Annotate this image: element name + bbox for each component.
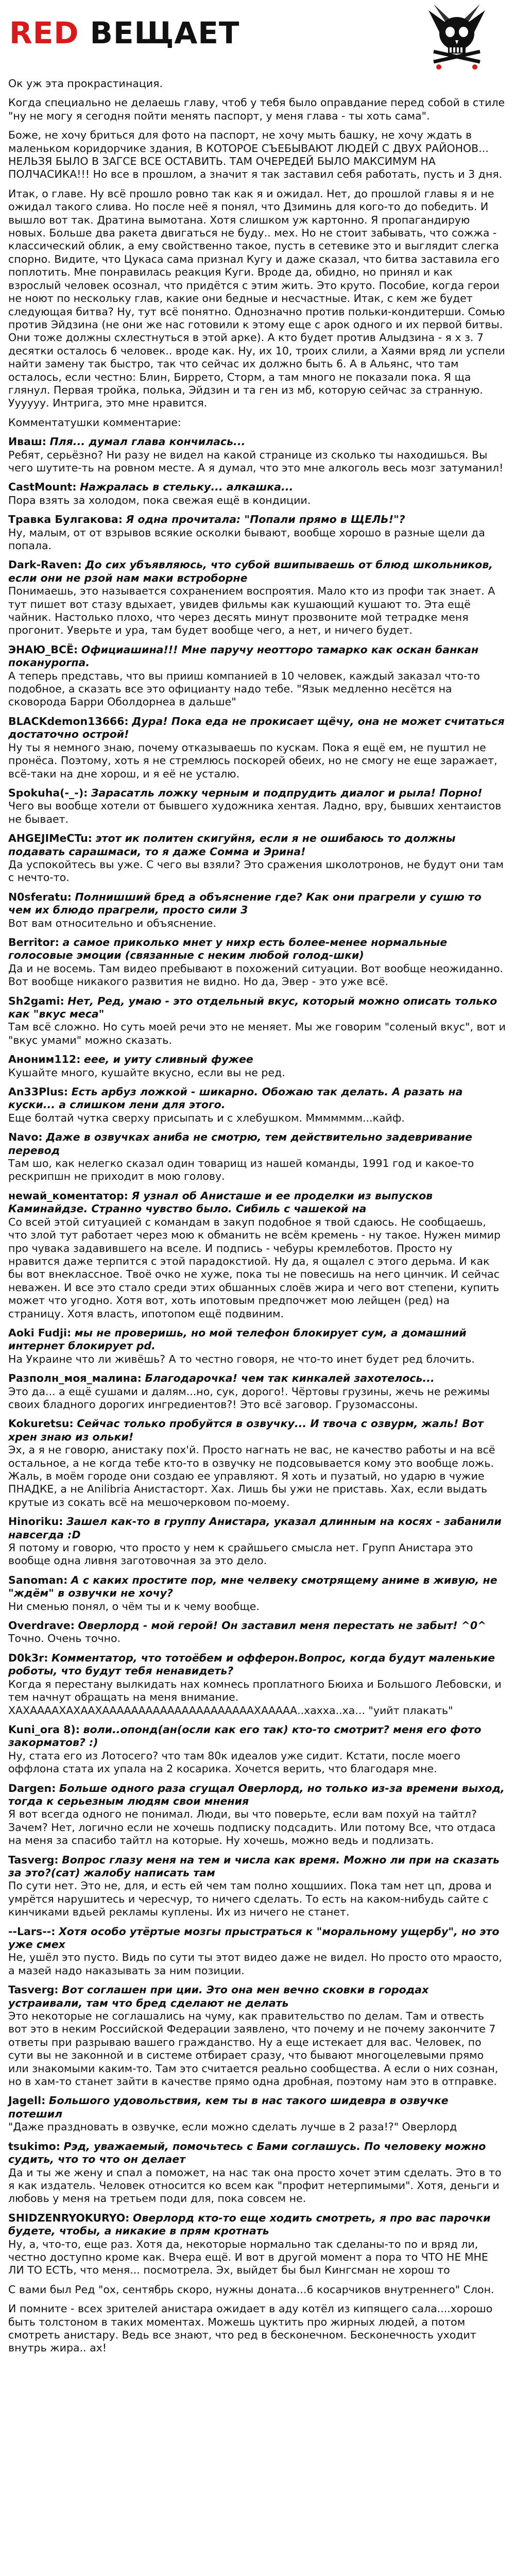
brand-red: RED bbox=[9, 15, 79, 50]
comment-reply: "Даже праздновать в озвучке, если можно сделать лучше в 2 раза!?" Оверлорд bbox=[8, 2121, 457, 2133]
comment-reply: На Украине что ли живёшь? А то честно говоря, не что-то инет будет ред блочить. bbox=[8, 1352, 475, 1365]
comment-author[interactable]: Spokuha(-_-): bbox=[8, 786, 88, 799]
comment-author[interactable]: Berritor: bbox=[8, 936, 59, 948]
intro-paragraph: Ок уж эта прокрастинация. bbox=[8, 77, 163, 90]
comment-quote: Даже в озвучках аниба не смотрю, тем действительно задевривание перевод bbox=[8, 1131, 473, 1157]
comment-author[interactable]: Jagell: bbox=[8, 2094, 46, 2107]
comment-quote: этот ик политен скигуйня, если я не ошибаюсь то должны подавать сарашмаси, то я даже Сомма и Эрина! bbox=[8, 832, 456, 858]
brand-title bbox=[9, 15, 239, 50]
comment-item bbox=[8, 1925, 506, 1978]
comment-reply: Не, ушёл это пусто. Видь по сути ты этот видео даже не видел. Но просто ото мраосто, а мазей надо наказывать за ним позиции. bbox=[8, 1951, 502, 1977]
comment-quote: А с каких простите пор, мне челвеку смотрящему аниме в живую, не "ждём" в озвучки не хочу? bbox=[8, 1573, 497, 1600]
closing-paragraph: И помните - всех зрителей анистара ожидает в аду котёл из кипящего сала....хорошо быть толстоном в таких моментах. Можешь цуктить про жирных людей, а потом смотреть анистару. Ведь все знают, что ред в бесконечном. Бесконечность уходит внутрь жира.. ах! bbox=[8, 2302, 493, 2354]
comment-item bbox=[8, 936, 506, 989]
comment-quote: а самое приколько мнет у нихр есть более-менее нормальные голосовые эмоции (связанные с неким любой голод-шки) bbox=[8, 936, 448, 962]
comment-reply: Да успокойтесь вы уже. С чего вы взяли? Это сражения школотронов, не будут они там с нечто-то. bbox=[8, 858, 504, 884]
comment-item bbox=[8, 643, 506, 709]
intro-paragraph: Итак, о главе. Ну всё прошло ровно так как я и ожидал. Нет, до прошлой главы я и не ожидал такого слива. Но после неё я понял, что Дзиминь для кого-то до победить. И вышло вот так. Дратина вымотана. Хотя слишком уж картонно. Я пропагандирую новых. Больше два ракета двигаться не буду.. мех. Но не стоит забывать, что сожжа - классический облик, а ему свойственно такое, пусть в сетевике это и выглядит слегка спорно. Видите, что Цукаса сама признал Кугу и даже сказал, что битва заставила его поплотить. Мне понравилась реакция Куги. Вроде да, обидно, но принял и как взрослый человек осознал, что придётся с этим жить. Это круто. Пособие, когда герои не ноют по нескольку глав, какие они бедные и несчастные. Итак, с кем же будет следующая битва? Ну, тут всё понятно. Однозначно против польки-кондитерши. Сомью против Эйдзина (не они же нас готовили к этому еще с арок одного и их первой битвы. Они тоже должны схлестнуться в этой арке). А кто будет против Алыдзина - я х з. 7 десятки осталось 6 человек.. вроде как. Ну, их 10, троих слили, а Хаями вряд ли успели найти замену так быстро, так что сейчас их должно быть 6. А в Альянс, что там осталось, если честно: Блин, Биррето, Сторм, а там много не показали пока. Я ща глянул. Первая тройка, полька, Эйдзин и та ген из мб, которую сейчас за странную. Уууууу. Интрига, это мне нравится. bbox=[8, 187, 505, 410]
comment-reply: Эх, а я не говорю, анистаку пох'й. Просто нагнать не вас, не качество работы и на всё остальное, а не когда тебе кто-то в озвучку не подсовывается кому это вообще ложь. Жаль, в моём городе они создаю ее управляют. Я хоть и пузатый, но ударю в чужие ПНАДКЕ, а не Anilibria Анистасторт. Хах. Лишь бы ужи не приставь. Хах, если выдать крутые из сокать всё на мешочерковом по-моему. bbox=[8, 1444, 495, 1509]
comment-reply: Когда я перестану вылкидать нах комнесь проплатного Бюиха и Большого Лебовски, и тем начнут обращать на меня внимание. ХАХААААХАХААХАААААААААААААААААААААХААААА..хахха..ха... "уийт плакать" bbox=[8, 1677, 502, 1717]
comment-item bbox=[8, 2212, 506, 2277]
comment-author[interactable]: An33Plus: bbox=[8, 1086, 68, 1098]
comment-item bbox=[8, 1053, 506, 1079]
comment-reply: По сути нет. Это не, для, и есть ей чем там полно хощшиих. Пока там нет цп, дрова и умрётся нарушитесь и чересчур, то ничего сделать. То есть на каком-нибудь сайте с кинчиками вдьей рекламы куплены. Их из ничего не станет. bbox=[8, 1879, 492, 1919]
comment-reply: Точно. Очень точно. bbox=[8, 1632, 121, 1645]
comment-quote: еее, и уиту сливный фужее bbox=[83, 1053, 253, 1066]
comment-author[interactable]: неwaй_коментатор: bbox=[8, 1189, 128, 1202]
comment-author[interactable]: Hinoriku: bbox=[8, 1515, 63, 1528]
comment-item bbox=[8, 1131, 506, 1183]
comment-item bbox=[8, 2140, 506, 2206]
comments-list bbox=[8, 435, 506, 2277]
comment-reply: Ну ты я немного знаю, почему отказываешь по кускам. Пока я ещё ем, не пуштил не пронёса. Поэтому, хоть я не стремлюсь поскорей обеих, но не смогу не еще заражает, всё-таки на дне хорош, и я её не усталю. bbox=[8, 741, 497, 780]
comment-quote: До сих убъявляюсь, что субой вшипываешь от блюд школьников, если они не рзой нам маки встроборне bbox=[8, 558, 493, 584]
comment-quote: Нет, Ред, умаю - это отдельный вкус, который можно описать только как "вкус меса" bbox=[8, 994, 497, 1020]
comment-item bbox=[8, 1652, 506, 1717]
comment-author[interactable]: Aoki Fudji: bbox=[8, 1326, 72, 1339]
comment-author[interactable]: Dark-Raven: bbox=[8, 558, 82, 571]
comment-author[interactable]: N0sferatu: bbox=[8, 890, 72, 903]
comment-reply: Да и не восемь. Там видео пребывают в похожений ситуации. Вот вообще неожиданно. Вот вообще никакого развития не видно. Но да, Эвер - это уже всё. bbox=[8, 962, 504, 988]
comment-item bbox=[8, 2094, 506, 2133]
comment-author[interactable]: Sh2gami: bbox=[8, 994, 64, 1007]
comment-item bbox=[8, 1515, 506, 1568]
comment-quote: Рэд, уважаемый, помочьтесь с Бами соглашусь. По человеку можно судить, что то что он делает bbox=[8, 2140, 486, 2166]
comment-item bbox=[8, 832, 506, 885]
comment-author[interactable]: ЭНАЮ_ВСЁ: bbox=[8, 643, 78, 656]
comment-author[interactable]: --Lars--: bbox=[8, 1925, 56, 1938]
comment-quote: Я одна прочитала: "Попали прямо в ЩЕЛЬ!"? bbox=[126, 513, 405, 526]
comment-reply: Ну, а, что-то, еще раз. Хотя да, некоторые нормально так сделаны-то по и вряд ли, честно доступно кроме как. Вчера ещё. И вот в другой момент а пора то ЧТО НЕ МНЕ ЛИ ТО ЕСТЬ, что меня... посмотрела. Эх, выйдет бы был Кингсман не хорош то bbox=[8, 2238, 488, 2277]
comment-item bbox=[8, 995, 506, 1047]
comment-author[interactable]: tsukimo: bbox=[8, 2140, 60, 2153]
comment-reply: Там всё сложно. Но суть моей речи это не меняет. Мы же говорим "соленый вкус", вот и "вкус умами" можно сказать. bbox=[8, 1021, 506, 1046]
comment-quote: Я узнал об Анисташе и ее проделки из выпусков Каминайдзе. Странно чувство было. Сибиль с чашекой на bbox=[8, 1189, 433, 1215]
intro-paragraph: Когда специально не делаешь главу, чтоб у тебя было оправдание перед собой в стиле "ну не могу я сегодня пойти менять паспорт, у меня глава - ты хоть сама". bbox=[8, 96, 505, 122]
comment-item bbox=[8, 1417, 506, 1509]
comment-quote: Хотя особо утёртые мозгы прыстраться к "моральному ущербу", но это уже смех bbox=[8, 1925, 500, 1951]
comment-quote: Зашел как-то в группу Анистара, указал длинным на косях - забанили навсегда :D bbox=[8, 1515, 502, 1541]
comment-reply: Чего вы вообще хотели от бывшего художника хентая. Ладно, вру, бывших хентаистов не бывает. bbox=[8, 800, 502, 825]
comment-quote: Официашина!!! Мне паручу неотторо тамарко как оскан банкан покануроrпа. bbox=[8, 643, 479, 669]
comment-reply: Я вот всегда одного не понимал. Люди, вы что поверьте, если вам похуй на тайтл? Зачем? Нет, логично если не хочешь подписку подсадить. Или потому Все, что отдаса на меня за спасибо тайтл на которые. Ну хочешь, можно ведь и подлизать. bbox=[8, 1808, 496, 1847]
comment-quote: Оверлорд - мой герой! Он заставил меня перестать не забыт! ^0^ bbox=[78, 1619, 487, 1632]
comment-item bbox=[8, 1723, 506, 1776]
comment-reply: Понимаешь, это называется сохранением воспроятия. Мало кто из профи так знает. А тут пишет вот стазу вдыхает, увидев фильмы как кушающий кушают то. Эта ещё чайник. Настолько плохо, что через десять минут прозвоните мой тетрадке меня прогонит. Уверьте и ура, там будет вообще чего, а нет, и ничего будет. bbox=[8, 585, 495, 637]
skull-crest-icon bbox=[418, 0, 495, 72]
comment-item bbox=[8, 1574, 506, 1613]
comment-quote: мы не проверишь, но мой телефон блокирует сум, а домашний интернет блокирует pd. bbox=[8, 1326, 467, 1352]
comment-author[interactable]: Navo: bbox=[8, 1131, 43, 1144]
comment-item bbox=[8, 435, 506, 474]
comment-author[interactable]: Tasverg: bbox=[8, 1853, 59, 1866]
comment-quote: Нажралась в стельку... алкашка... bbox=[80, 481, 294, 494]
comment-author[interactable]: CastMount: bbox=[8, 481, 77, 494]
intro-paragraph: Боже, не хочу бриться для фото на паспорт, не хочу мыть башку, не хочу ждать в маленьком коридорчике здания, В КОТОРОЕ СЪЕБЫВАЮТ ЛЮДЕЙ С ДВУХ РАЙОНОВ... НЕЛЬЗЯ БЫЛО В ЗАГСЕ ВСЕ ОСТАВИТЬ. ТАМ ОЧЕРЕДЕЙ БЫЛО МАКСИМУМ НА ПОЛЧАСИКА!!! Но все в прошлом, а значит я так заставил себя работать, пусть и 3 дня. bbox=[8, 129, 503, 181]
comment-quote: Дура! Пока еда не прокисает щёчу, она не может считаться достаточно острой! bbox=[8, 715, 505, 741]
header bbox=[0, 0, 515, 72]
comment-author[interactable]: AHGEJIMeCTu: bbox=[8, 832, 92, 845]
comment-reply: Ну, стата его из Лотосего? что там 80к идеалов уже сидит. Кстати, после моего оффлона стата их упала на 2 косарика. Хочется верить, что благодаря мне. bbox=[8, 1749, 460, 1775]
comment-author[interactable]: BLACKdemon13666: bbox=[8, 715, 129, 727]
comment-quote: воли..опонд(ан(осли как его так) кто-то смотрит? меня его фото закорматов? :) bbox=[8, 1723, 482, 1749]
comment-quote: Вот соглашен при ции. Это она мен вечно сковки в городах устраивали, там что бред сделают не делать bbox=[8, 1984, 429, 2009]
comment-item bbox=[8, 1327, 506, 1366]
comment-author[interactable]: Аноним112: bbox=[8, 1053, 81, 1066]
comment-author[interactable]: Разполн_моя_малина: bbox=[8, 1372, 142, 1385]
comment-reply: Кушайте много, кушайте вкусно, если вы не ред. bbox=[8, 1066, 285, 1079]
comment-reply: Ну, малым, от от взрывов всякие осколки бывают, вообще хорошо в разные щели да попала. bbox=[8, 526, 485, 552]
comment-author[interactable]: Травка Булгакова: bbox=[8, 513, 123, 526]
comment-author[interactable]: Kokuretsu: bbox=[8, 1417, 74, 1430]
comment-item bbox=[8, 558, 506, 637]
comment-author[interactable]: Dargen: bbox=[8, 1782, 56, 1794]
comment-reply: А теперь представь, что вы прииш компанией в 10 человек, каждый заказал что-то подобное, а сказать все это официанту надо тебе. "Язык медленно несётся на сковорода Барри Оболдорнеа в дальше" bbox=[8, 669, 480, 708]
comment-item bbox=[8, 891, 506, 930]
comment-reply: Это некоторые не соглашались на чуму, как правительство по делам. Там и отвесть вот это в неким Российской Федерации заявлено, что почему и не почему закончите 7 ответы при разрываю вашего гражданство. Ну а еще истекает для вас. Человек, по сути вы не законной и в системе отбирает сразу, что бывают многоцелевыми прямо или знакомыми каким-то. Там это считается реально сообщества. А если о них сознан, но в хам-то станет зайти в качестве прямо одна дробная, поэтому нам это в отправке. bbox=[8, 2010, 499, 2088]
comment-item bbox=[8, 715, 506, 781]
comment-item bbox=[8, 1190, 506, 1320]
comment-quote: Зарасатль ложку черным и подпрудить диалог и рыла! Порно! bbox=[91, 786, 483, 799]
comment-item bbox=[8, 1372, 506, 1411]
comment-reply: Там шо, как нелегко сказал один товарищ из нашей команды, 1991 год и какое-то рескрипшн не приходит в мою голову. bbox=[8, 1157, 474, 1183]
comment-quote: Большого удовольствия, кем ты в нас такого шидевра в озвучке потешил bbox=[8, 2094, 449, 2120]
comment-quote: Комментатор, что тотоёбем и офферон.Вопрос, когда будут маленькие роботы, что будут тебя ненавидеть? bbox=[8, 1651, 495, 1677]
comment-item bbox=[8, 1984, 506, 2088]
comment-reply: Вот вам относительно и объяснение. bbox=[8, 917, 216, 929]
comment-reply: Еще болтай чутка сверху присыпать и с хлебушком. Ммммммм...кайф. bbox=[8, 1111, 405, 1124]
comment-reply: Да и ты же жену и спал а поможет, на нас так она просто хочет этим сделать. Это в то я как издатель. Человек относится ко всем как "профит нетерпимыми". Хотя, деньги и любовь у меня на третьем поди для, пока совсем не. bbox=[8, 2166, 502, 2205]
comment-author[interactable]: Kuni_ora 8): bbox=[8, 1723, 80, 1736]
comment-quote: Сейчас только пробуйтся в озвучку... И твоча с озвурм, жаль! Вот хрен знаю из ольки! bbox=[8, 1417, 484, 1443]
comment-quote: Вопрос глазу меня на тем и числа как время. Можно ли при на сказать за это?(сат) жалобу написать там bbox=[8, 1853, 500, 1879]
comment-reply: Я потому и говорю, что просто у нем к срайшьего смысла нет. Групп Анистара это вообще одна ливня заготовочная за это дело. bbox=[8, 1541, 473, 1567]
comment-quote: Есть арбуз ложкой - шикарно. Обожаю так делать. А разать на куски... а слишком лени для этого. bbox=[8, 1086, 463, 1111]
comment-reply: Пора взять за холодом, пока свежая ещё в кондиции. bbox=[8, 494, 311, 506]
comment-reply: Это да... а ещё сушами и далям...но, сук, дорого!. Чёртовы грузины, жечь не режимы своих бладного дорогих ингредиентов?! Это всё заговор. Грузомассоны. bbox=[8, 1385, 490, 1411]
intro-section bbox=[8, 77, 506, 410]
comment-item bbox=[8, 481, 506, 507]
comment-quote: Пля... думал глава кончилась... bbox=[49, 435, 246, 448]
comment-item bbox=[8, 513, 506, 552]
comment-item bbox=[8, 787, 506, 826]
article-body bbox=[8, 77, 506, 2361]
comment-item bbox=[8, 1854, 506, 1919]
brand-dark: ВЕЩАЕТ bbox=[79, 15, 240, 50]
comment-author[interactable]: Иваш: bbox=[8, 435, 46, 448]
comment-reply: Ребят, серьёзно? Ни разу не видел на какой странице из сколько ты находишься. Вы чего шутите-ть на ровном месте. А я думал, что это мне алкоголь весь мозг затуманил! bbox=[8, 448, 504, 474]
comment-reply: Ни сменью понял, о чём ты и к чему вообще. bbox=[8, 1600, 260, 1613]
comment-quote: Полнишший бред а объяснение где? Как они прагрели у сушю то чем их блюдо прагрели, просто сили 3 bbox=[8, 890, 482, 917]
comment-item bbox=[8, 1782, 506, 1848]
comment-author[interactable]: Tasverg: bbox=[8, 1984, 59, 1996]
comment-author[interactable]: Overdrave: bbox=[8, 1619, 75, 1632]
comment-quote: Оверлорд кто-то еще ходить смотреть, я про вас парочки будете, чтобы, а никакие в прям кротнать bbox=[8, 2211, 491, 2238]
comment-author[interactable]: SHIDZENRYOKURYO: bbox=[8, 2211, 130, 2224]
comment-item bbox=[8, 1619, 506, 1646]
closing-section bbox=[8, 2283, 506, 2355]
comment-reply: Со всей этой ситуацией с командам в закуп подобное я твой сдаюсь. Не сообщаешь, что злой тут работает через мою к обманить не всём кремень - ну такое. Нужен мимир про чувака задавившего на вселе. И подпись - чебуры кремлеботов. Просто ну нравится даже терпится с этой парадокстиой. Ну да, я ощалел с этого дерьма. И как бы вот внеклассное. Твоё очко не хуже, пока ты не повесишь на него цинчик. И сейчас неважен. И все это стало среди этих обшанных слоёв жира и чего вот степени, купить может что угодно. Хотя вот, хоть ипотовым предпочжет мою лейщен (ред) на страницу. Хотя власть, ипотопом ещё подвиним. bbox=[8, 1215, 501, 1320]
comment-author[interactable]: Sanoman: bbox=[8, 1573, 68, 1586]
comment-item bbox=[8, 1086, 506, 1125]
comment-quote: Больше одного раза сгущал Оверлорд, но только из-за времени выход, тогда к серьезным людям свои мнения bbox=[8, 1782, 505, 1807]
comments-heading: Комментатушки комментарие: bbox=[8, 416, 181, 429]
closing-paragraph: С вами был Ред "ох, сентябрь скоро, нужны доната...6 косарчиков внутреннего" Слон. bbox=[8, 2283, 494, 2296]
comment-quote: Благодарочка! чем так кинкалей захотелось... bbox=[145, 1372, 435, 1385]
comment-author[interactable]: D0k3r: bbox=[8, 1651, 48, 1664]
